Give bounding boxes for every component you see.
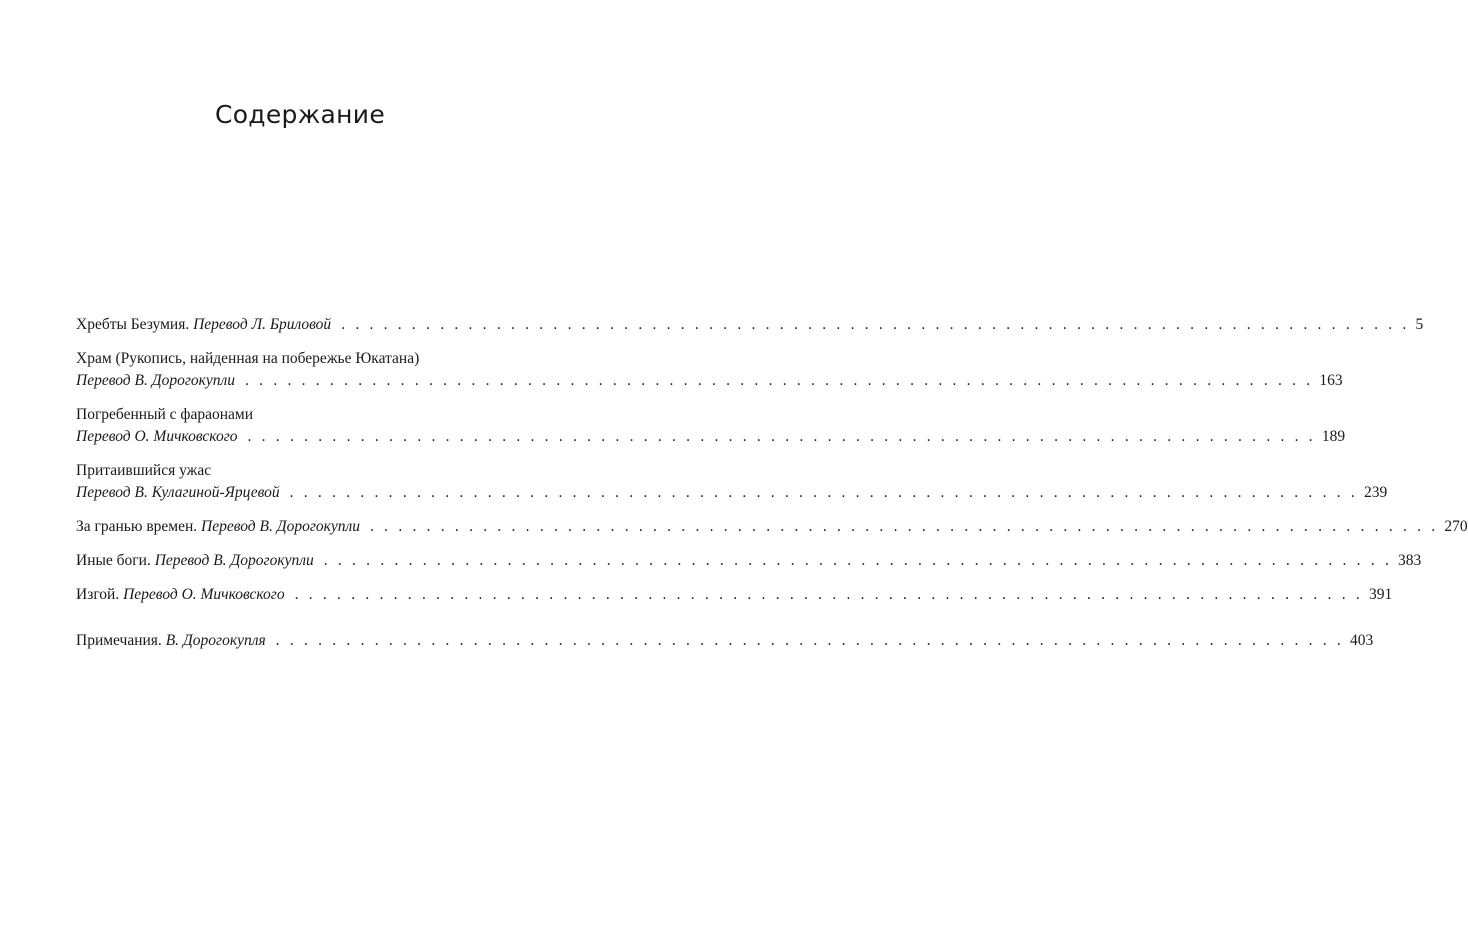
toc-entry-other-gods[interactable] bbox=[76, 550, 1422, 572]
toc-line bbox=[76, 314, 1424, 336]
toc-entry-madness[interactable] bbox=[76, 314, 1424, 336]
toc-entry-pharaohs[interactable] bbox=[76, 404, 1346, 448]
page-title: Содержание bbox=[214, 100, 386, 129]
toc-title: За гранью времен. bbox=[76, 518, 198, 535]
toc-title: Храм (Рукопись, найденная на побережье Юкатана) bbox=[76, 350, 420, 367]
toc-leader-dots: . . . . . . . . . . . . . . . . . . . . . . . . . . . . . . . . . . . . . . . . . . . . . . . . . . . . . . . . . . . . . . . . . . . . . . . . . . . . bbox=[245, 372, 1314, 389]
toc-title: Изгой. bbox=[76, 586, 120, 603]
toc-page-number: 5 bbox=[1415, 316, 1424, 333]
toc-line bbox=[76, 426, 1346, 448]
toc-translator: Перевод О. Мичковского bbox=[76, 428, 238, 445]
toc-leader-dots: . . . . . . . . . . . . . . . . . . . . . . . . . . . . . . . . . . . . . . . . . . . . . . . . . . . . . . . . . . . . . . . . . . . . . . . . . . . . bbox=[323, 552, 1393, 569]
toc-entry-shadow-out-of-time[interactable] bbox=[76, 516, 1468, 538]
toc-entry-outsider[interactable] bbox=[76, 584, 1393, 606]
toc-leader-dots: . . . . . . . . . . . . . . . . . . . . . . . . . . . . . . . . . . . . . . . . . . . . . . . . . . . . . . . . . . . . . . . . . . . . . . . . . . . . bbox=[275, 632, 1344, 649]
toc-leader-dots: . . . . . . . . . . . . . . . . . . . . . . . . . . . . . . . . . . . . . . . . . . . . . . . . . . . . . . . . . . . . . . . . . . . . . . . . . . . . bbox=[294, 586, 1363, 603]
toc-leader-dots: . . . . . . . . . . . . . . . . . . . . . . . . . . . . . . . . . . . . . . . . . . . . . . . . . . . . . . . . . . . . . . . . . . . . . . . . . . . . bbox=[341, 316, 1410, 333]
toc-translator: Перевод В. Дорогокупли bbox=[154, 552, 314, 569]
toc-entry-lurking-fear[interactable] bbox=[76, 460, 1388, 504]
toc-page-number: 270 bbox=[1444, 518, 1468, 535]
toc-translator: Перевод О. Мичковского bbox=[123, 586, 285, 603]
table-of-contents bbox=[76, 314, 1468, 664]
toc-line bbox=[76, 404, 516, 426]
toc-page-number: 189 bbox=[1321, 428, 1346, 445]
toc-line bbox=[76, 584, 1393, 606]
toc-entry-notes[interactable] bbox=[76, 630, 1374, 652]
toc-line bbox=[76, 516, 1468, 538]
toc-translator: Перевод Л. Бриловой bbox=[193, 316, 332, 333]
toc-leader-dots: . . . . . . . . . . . . . . . . . . . . . . . . . . . . . . . . . . . . . . . . . . . . . . . . . . . . . . . . . . . . . . . . . . . . . . . . . . . . bbox=[370, 518, 1439, 535]
toc-translator: Перевод В. Дорогокупли bbox=[201, 518, 361, 535]
toc-entry-temple[interactable] bbox=[76, 348, 1343, 392]
toc-page-number: 391 bbox=[1368, 586, 1393, 603]
toc-line bbox=[76, 630, 1374, 652]
toc-line bbox=[76, 348, 516, 370]
toc-line bbox=[76, 370, 1343, 392]
toc-line bbox=[76, 482, 1388, 504]
toc-title: Притаившийся ужас bbox=[76, 462, 212, 479]
toc-page-number: 239 bbox=[1363, 484, 1388, 501]
toc-line bbox=[76, 460, 516, 482]
toc-line bbox=[76, 550, 1422, 572]
toc-title: Иные боги. bbox=[76, 552, 151, 569]
toc-translator: В. Дорогокупля bbox=[165, 632, 266, 649]
toc-page-number: 383 bbox=[1398, 552, 1422, 569]
toc-title: Погребенный с фараонами bbox=[76, 406, 254, 423]
toc-title: Примечания. bbox=[76, 632, 162, 649]
toc-leader-dots: . . . . . . . . . . . . . . . . . . . . . . . . . . . . . . . . . . . . . . . . . . . . . . . . . . . . . . . . . . . . . . . . . . . . . . . . . . . . bbox=[247, 428, 1316, 445]
toc-page-number: 163 bbox=[1319, 372, 1343, 389]
toc-translator: Перевод В. Кулагиной-Ярцевой bbox=[76, 484, 280, 501]
toc-page-number: 403 bbox=[1350, 632, 1374, 649]
toc-title: Хребты Безумия. bbox=[76, 316, 190, 333]
toc-translator: Перевод В. Дорогокупли bbox=[76, 372, 236, 389]
toc-leader-dots: . . . . . . . . . . . . . . . . . . . . . . . . . . . . . . . . . . . . . . . . . . . . . . . . . . . . . . . . . . . . . . . . . . . . . . . . . . . . bbox=[289, 484, 1358, 501]
